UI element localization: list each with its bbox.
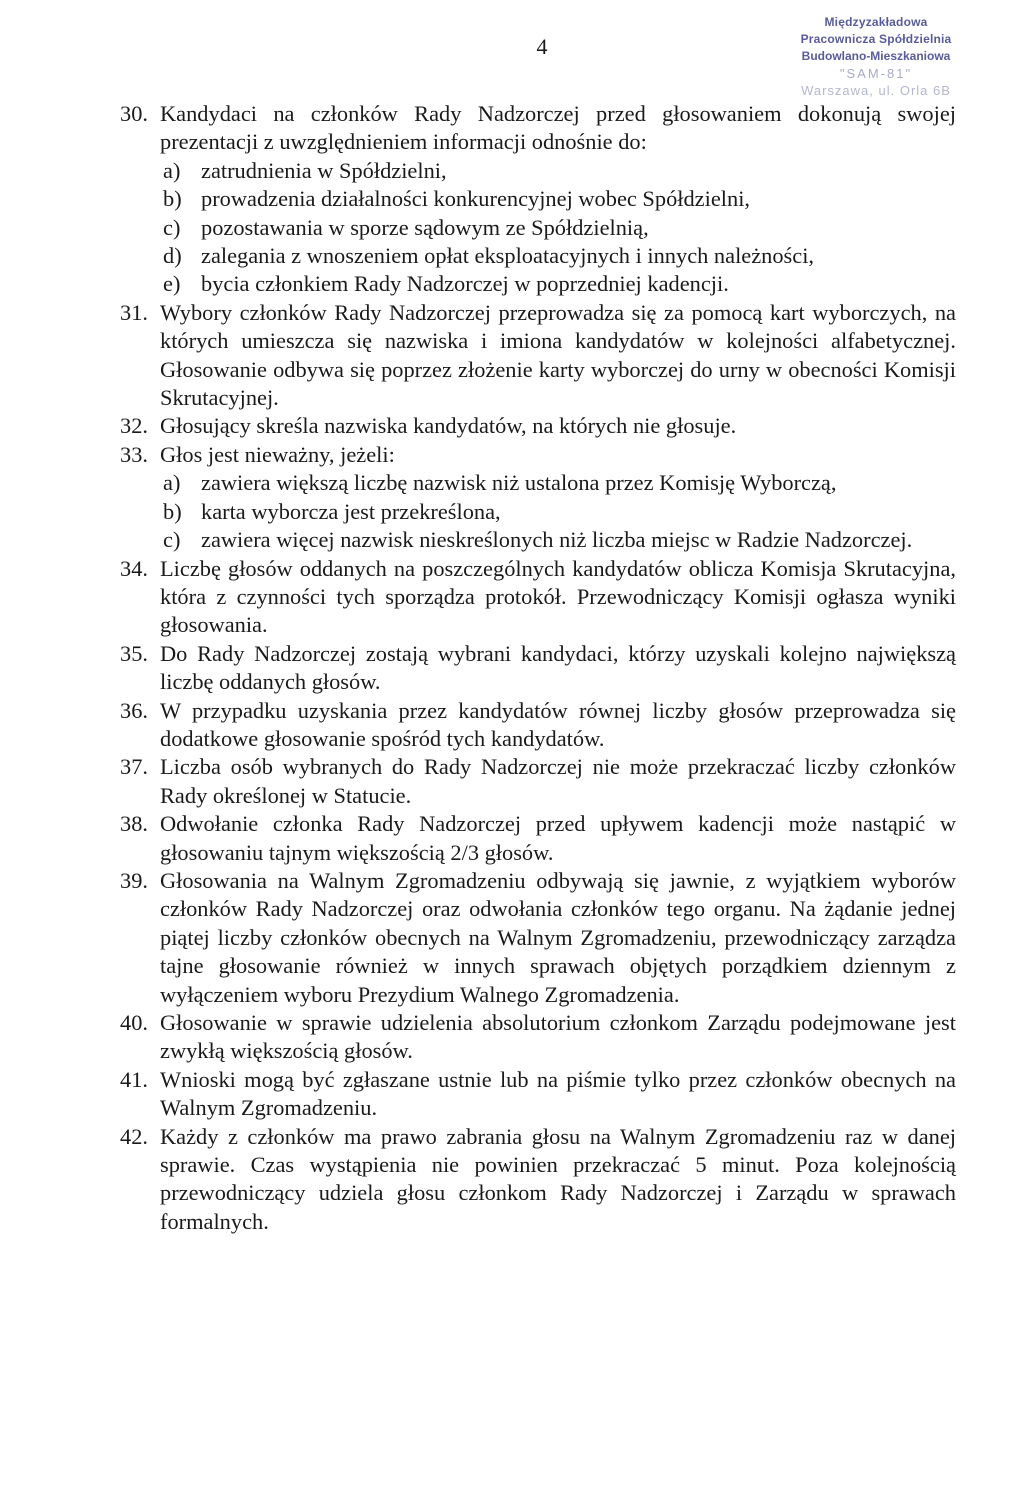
paragraph-text: Odwołanie członka Rady Nadzorczej przed upływem kadencji może nastąpić w głosowaniu tajnym większością 2/3 głosów. — [160, 811, 956, 865]
sub-item-letter: c) — [163, 527, 181, 553]
sub-item-letter: b) — [163, 498, 182, 524]
sub-item — [163, 469, 956, 497]
sub-item-letter: d) — [163, 243, 182, 269]
paragraph-item — [120, 1123, 956, 1237]
paragraph-number: 31. — [120, 299, 148, 325]
paragraph-number: 39. — [120, 867, 148, 893]
stamp-line-3: "SAM-81" — [839, 66, 913, 81]
sub-item-text: zawiera więcej nazwisk nieskreślonych niż liczba miejsc w Radzie Nadzorczej. — [201, 527, 913, 553]
paragraph-item — [120, 640, 956, 697]
paragraph-text: Głosowania na Walnym Zgromadzeniu odbywają się jawnie, z wyjątkiem wyborów członków Rady Nadzorczej oraz odwołania członków tego organu. Na żądanie jednej piątej liczby członków obecnych na Walnym Zgromadzeniu, przewodniczący zarządza tajne głosowanie również w innych sprawach objętych porządkiem dziennym z wyłączeniem wyboru Prezydium Walnego Zgromadzenia. — [160, 867, 956, 1007]
paragraph-number: 32. — [120, 413, 148, 439]
paragraph-item — [120, 412, 956, 440]
paragraph-item — [120, 299, 956, 413]
paragraph-item — [120, 441, 956, 555]
paragraph-text: Każdy z członków ma prawo zabrania głosu na Walnym Zgromadzeniu raz w danej sprawie. Czas wystąpienia nie powinien przekraczać 5 minut. Poza kolejnością przewodniczący udziela głosu członkom Rady Nadzorczej i Zarządu w sprawach formalnych. — [160, 1123, 956, 1234]
sub-item-text: zatrudnienia w Spółdzielni, — [201, 157, 447, 183]
paragraph-item — [120, 100, 956, 299]
sub-item — [163, 214, 956, 242]
paragraph-item — [120, 555, 956, 640]
sub-item — [163, 270, 956, 298]
paragraph-number: 42. — [120, 1123, 148, 1149]
paragraph-item — [120, 810, 956, 867]
sub-item-text: zalegania z wnoszeniem opłat eksploatacyjnych i innych należności, — [201, 243, 815, 269]
paragraph-item — [120, 1066, 956, 1123]
paragraph-text: Kandydaci na członków Rady Nadzorczej przed głosowaniem dokonują swojej prezentacji z uwzględnieniem informacji odnośnie do: — [160, 101, 956, 155]
paragraph-number: 30. — [120, 101, 148, 126]
paragraph-text: Wnioski mogą być zgłaszane ustnie lub na piśmie tylko przez członków obecnych na Walnym Zgromadzeniu. — [160, 1066, 956, 1121]
paragraph-text: Liczbę głosów oddanych na poszczególnych kandydatów oblicza Komisja Skrutacyjna, która z czynności tych sporządza protokół. Przewodniczący Komisji ogłasza wyniki głosowania. — [160, 555, 956, 638]
sub-item — [163, 498, 956, 526]
sub-item-text: prowadzenia działalności konkurencyjnej wobec Spółdzielni, — [201, 186, 751, 212]
sub-item-letter: a) — [163, 470, 181, 496]
paragraph-item — [120, 753, 956, 810]
paragraph-text: Liczba osób wybranych do Rady Nadzorczej nie może przekraczać liczby członków Rady określonej w Statucie. — [160, 754, 956, 808]
paragraph-text: Wybory członków Rady Nadzorczej przeprowadza się za pomocą kart wyborczych, na których umieszcza się nazwiska i imiona kandydatów w kolejności alfabetycznej. Głosowanie odbywa się poprzez złożenie karty wyborczej do urny w obecności Komisji Skrutacyjnej. — [160, 299, 956, 411]
sub-item-letter: a) — [163, 157, 181, 183]
stamp-line-4: Warszawa, ul. Orla 6B — [801, 83, 951, 98]
paragraph-number: 35. — [120, 640, 148, 666]
sub-item-text: karta wyborcza jest przekreślona, — [201, 498, 501, 524]
sub-item-letter: b) — [163, 186, 182, 212]
paragraph-number: 38. — [120, 811, 148, 837]
paragraph-text: Głos jest nieważny, jeżeli: — [160, 441, 395, 467]
sub-item — [163, 185, 956, 213]
sub-item-text: zawiera większą liczbę nazwisk niż ustalona przez Komisję Wyborczą, — [201, 470, 837, 496]
paragraph-number: 41. — [120, 1066, 148, 1092]
paragraph-number: 40. — [120, 1010, 148, 1035]
sub-item — [163, 526, 956, 554]
paragraph-text: Głosujący skreśla nazwiska kandydatów, na których nie głosuje. — [160, 413, 737, 439]
sub-item-text: bycia członkiem Rady Nadzorczej w poprzedniej kadencji. — [201, 271, 729, 297]
paragraph-number: 33. — [120, 441, 148, 467]
paragraph-number: 37. — [120, 754, 148, 780]
paragraph-item — [120, 697, 956, 754]
regulation-text — [120, 100, 956, 1236]
stamp-line-2: Budowlano-Mieszkaniowa — [801, 49, 951, 63]
sub-item-letter: c) — [163, 214, 181, 240]
paragraph-item — [120, 867, 956, 1009]
paragraph-text: W przypadku uzyskania przez kandydatów równej liczby głosów przeprowadza się dodatkowe głosowanie spośród tych kandydatów. — [160, 697, 956, 751]
paragraph-text: Głosowanie w sprawie udzielenia absolutorium członkom Zarządu podejmowane jest zwykłą większością głosów. — [160, 1010, 956, 1064]
cooperative-stamp — [786, 14, 966, 99]
paragraph-number: 34. — [120, 555, 148, 581]
paragraph-text: Do Rady Nadzorczej zostają wybrani kandydaci, którzy uzyskali kolejno największą liczbę oddanych głosów. — [160, 640, 956, 695]
sub-item — [163, 157, 956, 185]
paragraph-item — [120, 1009, 956, 1066]
sub-item-letter: e) — [163, 271, 181, 297]
sub-item — [163, 242, 956, 270]
page-number: 4 — [536, 34, 548, 59]
stamp-line-1: Międzyzakładowa Pracownicza Spółdzielnia — [800, 15, 952, 46]
sub-item-text: pozostawania w sporze sądowym ze Spółdzielnią, — [201, 214, 649, 240]
paragraph-number: 36. — [120, 697, 148, 723]
